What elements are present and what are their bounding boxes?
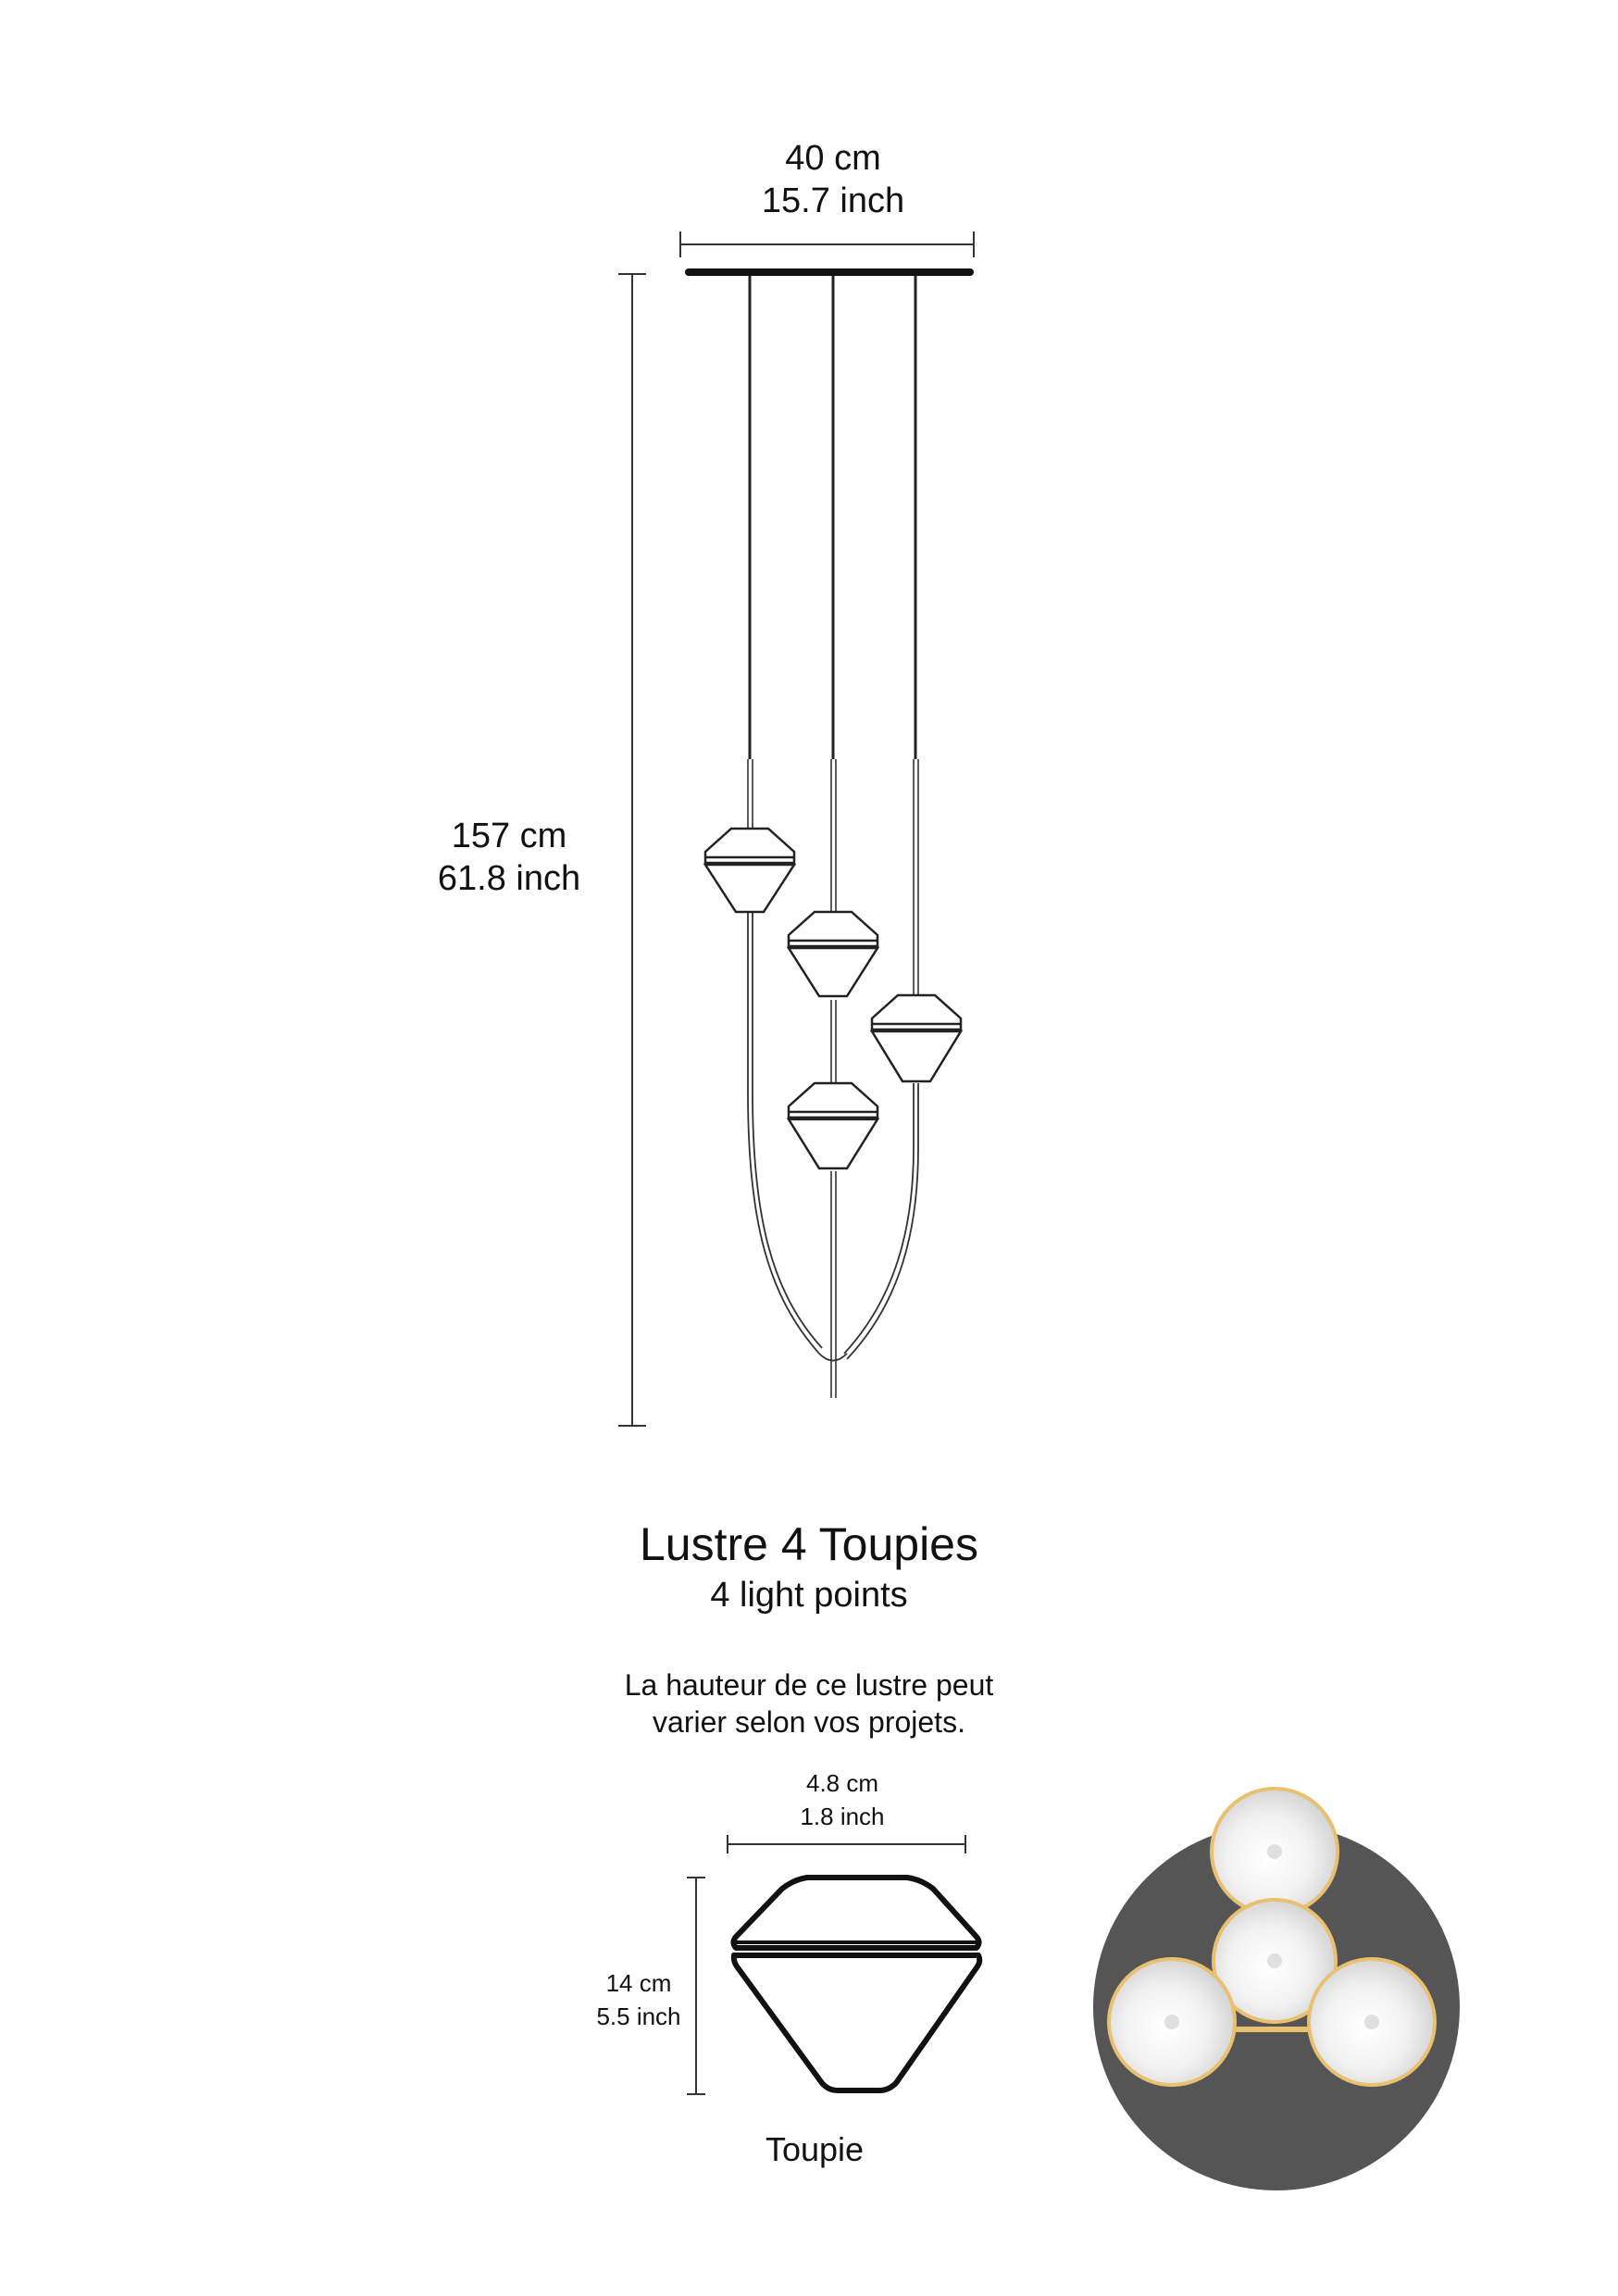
toupie-shade-4 bbox=[789, 1083, 877, 1168]
width-dimension-label bbox=[648, 137, 1018, 222]
toupie-width-label bbox=[731, 1766, 953, 1833]
width-cm: 40 cm bbox=[785, 139, 881, 178]
height-dimension-label bbox=[389, 815, 629, 900]
top-view-render bbox=[1093, 1789, 1460, 2190]
note-line-2: varier selon vos projets. bbox=[653, 1705, 965, 1739]
height-cm: 157 cm bbox=[451, 817, 567, 855]
suspension-rods bbox=[750, 276, 915, 759]
toupie-shade-3 bbox=[872, 995, 961, 1081]
product-subtitle: 4 light points bbox=[710, 1576, 908, 1615]
toupie-width-dimension bbox=[728, 1835, 965, 1853]
toupie-height-label bbox=[574, 1966, 703, 2033]
toupie-caption: Toupie bbox=[765, 2130, 865, 2168]
toupie-width-inch: 1.8 inch bbox=[800, 1803, 885, 1830]
product-title: Lustre 4 Toupies bbox=[640, 1518, 978, 1570]
note-line-1: La hauteur de ce lustre peut bbox=[624, 1668, 994, 1702]
toupie-height-inch: 5.5 inch bbox=[596, 2003, 681, 2030]
toupie-width-cm: 4.8 cm bbox=[805, 1769, 879, 1797]
toupie-detail bbox=[734, 1878, 980, 2090]
ceiling-canopy bbox=[685, 268, 974, 276]
width-dimension-line bbox=[680, 231, 974, 257]
height-note bbox=[531, 1666, 1087, 1741]
toupie-shade-2 bbox=[789, 912, 877, 996]
height-inch: 61.8 inch bbox=[437, 859, 581, 898]
toupie-shade-1 bbox=[705, 829, 794, 912]
width-inch: 15.7 inch bbox=[761, 181, 905, 220]
toupie-height-cm: 14 cm bbox=[605, 1969, 672, 1997]
